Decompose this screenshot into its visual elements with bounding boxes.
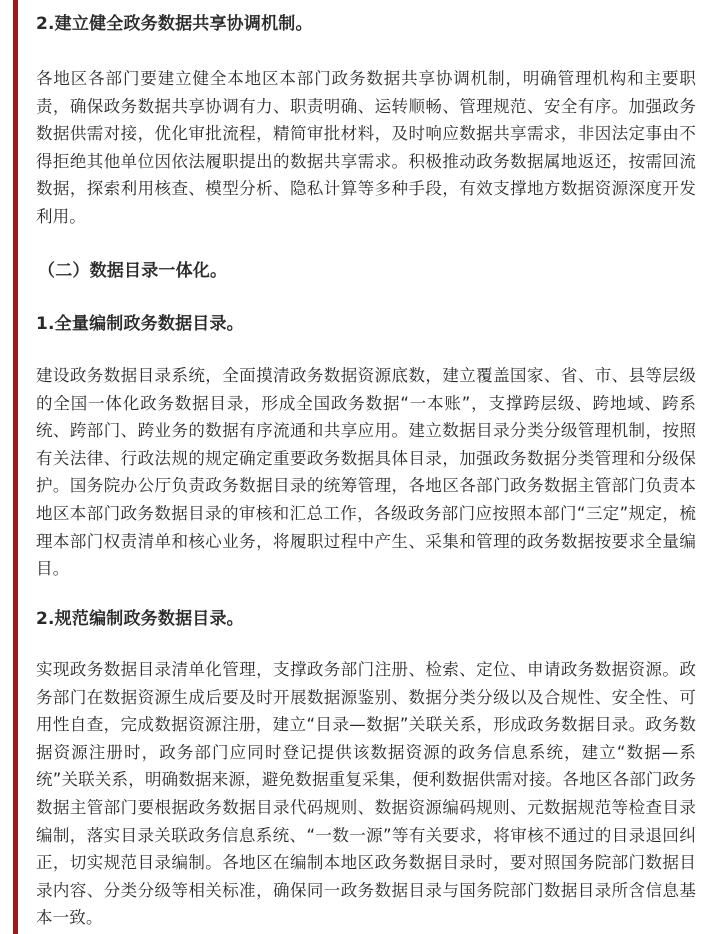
section-paragraph: 建设政务数据目录系统，全面摸清政务数据资源底数，建立覆盖国家、省、市、县等层级的全国一体化政务数据目录，形成全国政务数据“一本账”，支撑跨层级、跨地域、跨系统、跨部门、跨业务的数据有序流通和共享应用。建立数据目录分类分级管理机制，按照有关法律、行政法规的规定确定重要政务数据具体目录，加强政务数据分类管理和分级保护。国务院办公厅负责政务数据目录的统筹管理，各地区各部门政务数据主管部门负责本地区本部门政务数据目录的审核和汇总工作，各级政务部门应按照本部门“三定”规定，梳理本部门权责清单和核心业务，将履职过程中产生、采集和管理的政务数据按要求全量编目。 — [36, 366, 696, 579]
section-heading: 2.建立健全政务数据共享协调机制。 — [36, 14, 313, 34]
subsection-title: （二）数据目录一体化。 — [38, 261, 228, 281]
section-heading: 2.规范编制政务数据目录。 — [36, 609, 244, 629]
section-paragraph: 实现政务数据目录清单化管理，支撑政务部门注册、检索、定位、申请政务数据资源。政务部门在数据资源生成后要及时开展数据源鉴别、数据分类分级以及合规性、安全性、可用性自查，完成数据资源注册，建立“目录—数据”关联关系，形成政务数据目录。政务数据资源注册时，政务部门应同时登记提供该数据资源的政务信息系统，建立“数据—系统”关联关系，明确数据来源，避免数据重复采集，便利数据供需对接。各地区各部门政务数据主管部门要根据政务数据目录代码规则、数据资源编码规则、元数据规范等检查目录编制，落实目录关联政务信息系统、“一数一源”等有关要求，将审核不通过的目录退回纠正，切实规范目录编制。各地区在编制本地区政务数据目录时，要对照国务院部门数据目录内容、分类分级等相关标准，确保同一政务数据目录与国务院部门数据目录所含信息基本一致。 — [36, 660, 696, 928]
section-paragraph: 各地区各部门要建立健全本地区本部门政务数据共享协调机制，明确管理机构和主要职责，确保政务数据共享协调有力、职责明确、运转顺畅、管理规范、安全有序。加强政务数据供需对接，优化审批流程，精简审批材料，及时响应数据共享需求，非因法定事由不得拒绝其他单位因依法履职提出的数据共享需求。积极推动政务数据属地返还，按需回流数据，探索利用核查、模型分析、隐私计算等多种手段，有效支撑地方数据资源深度开发利用。 — [36, 69, 696, 226]
section-heading: 1.全量编制政务数据目录。 — [36, 314, 244, 334]
left-accent-bar — [13, 0, 18, 934]
